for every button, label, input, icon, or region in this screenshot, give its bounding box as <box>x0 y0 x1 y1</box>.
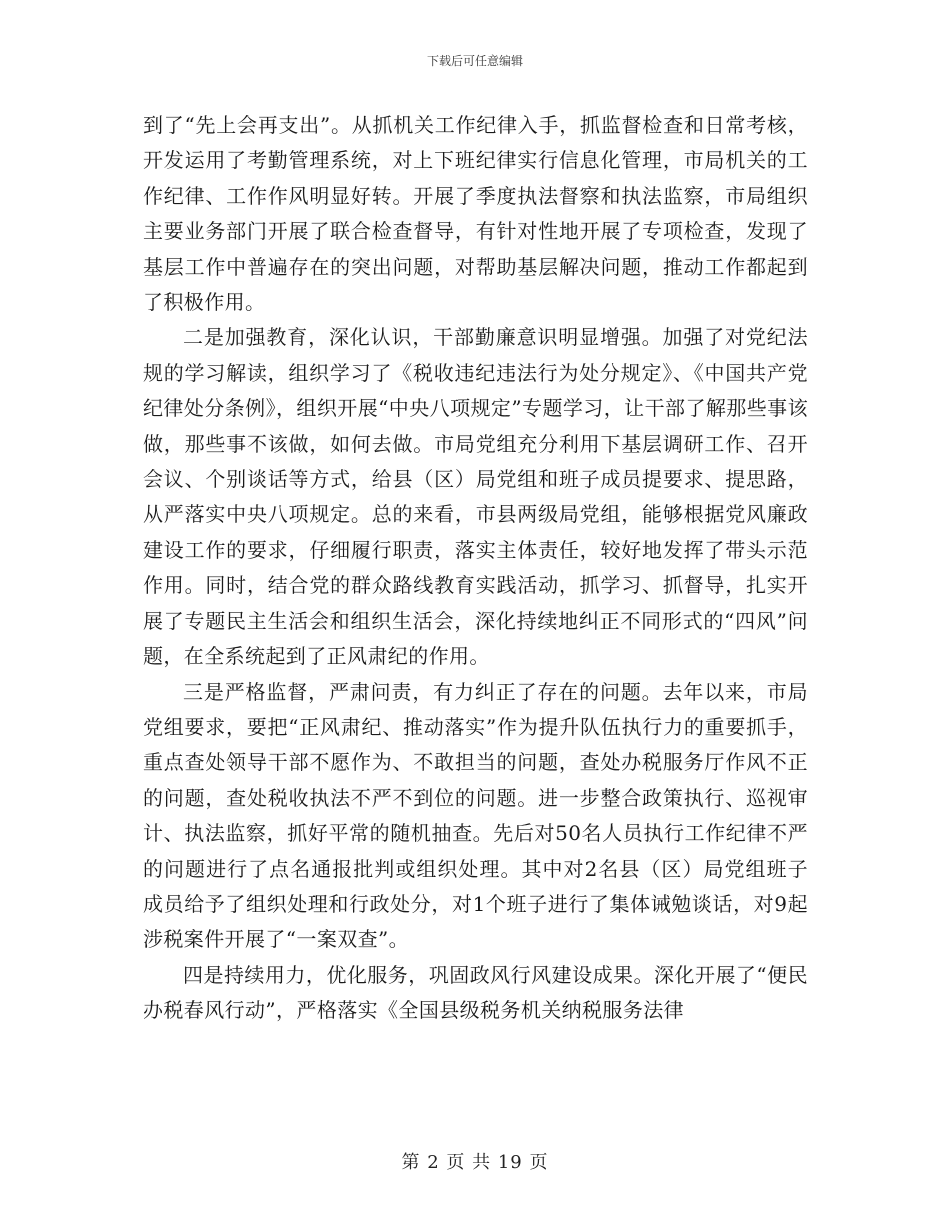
document-body <box>143 108 808 1029</box>
paragraph-supervision: 三是严格监督，严肃问责，有力纠正了存在的问题。去年以来，市局党组要求，要把“正风肃纪、推动落实”作为提升队伍执行力的重要抓手，重点查处领导干部不愿作为、不敢担当的问题，查处办税服务厅作风不正的问题，查处税收执法不严不到位的问题。进一步整合政策执行、巡视审计、执法监察，抓好平常的随机抽查。先后对50名人员执行工作纪律不严的问题进行了点名通报批判或组织处理。其中对2名县（区）局党组班子成员给予了组织处理和行政处分，对1个班子进行了集体诫勉谈话，对9起涉税案件开展了“一案双查”。 <box>143 679 808 952</box>
page-header-note: 下载后可任意编辑 <box>426 54 523 68</box>
page-number-footer: 第 2 页 共 19 页 <box>401 1152 549 1173</box>
paragraph-service: 四是持续用力，优化服务，巩固政风行风建设成果。深化开展了“便民办税春风行动”，严格落实《全国县级税务机关纳税服务法律 <box>143 962 808 1023</box>
paragraph-continuation: 到了“先上会再支出”。从抓机关工作纪律入手，抓监督检查和日常考核，开发运用了考勤管理系统，对上下班纪律实行信息化管理，市局机关的工作纪律、工作作风明显好转。开展了季度执法督察和执法监察，市局组织主要业务部门开展了联合检查督导，有针对性地开展了专项检查，发现了基层工作中普遍存在的突出问题，对帮助基层解决问题，推动工作都起到了积极作用。 <box>143 113 808 315</box>
paragraph-education: 二是加强教育，深化认识，干部勤廉意识明显增强。加强了对党纪法规的学习解读，组织学习了《税收违纪违法行为处分规定》、《中国共产党纪律处分条例》，组织开展“中央八项规定”专题学习，让干部了解那些事该做，那些事不该做，如何去做。市局党组充分利用下基层调研工作、召开会议、个别谈话等方式，给县（区）局党组和班子成员提要求、提思路，从严落实中央八项规定。总的来看，市县两级局党组，能够根据党风廉政建设工作的要求，仔细履行职责，落实主体责任，较好地发挥了带头示范作用。同时，结合党的群众路线教育实践活动，抓学习、抓督导，扎实开展了专题民主生活会和组织生活会，深化持续地纠正不同形式的“四风”问题，在全系统起到了正风肃纪的作用。 <box>143 325 808 669</box>
